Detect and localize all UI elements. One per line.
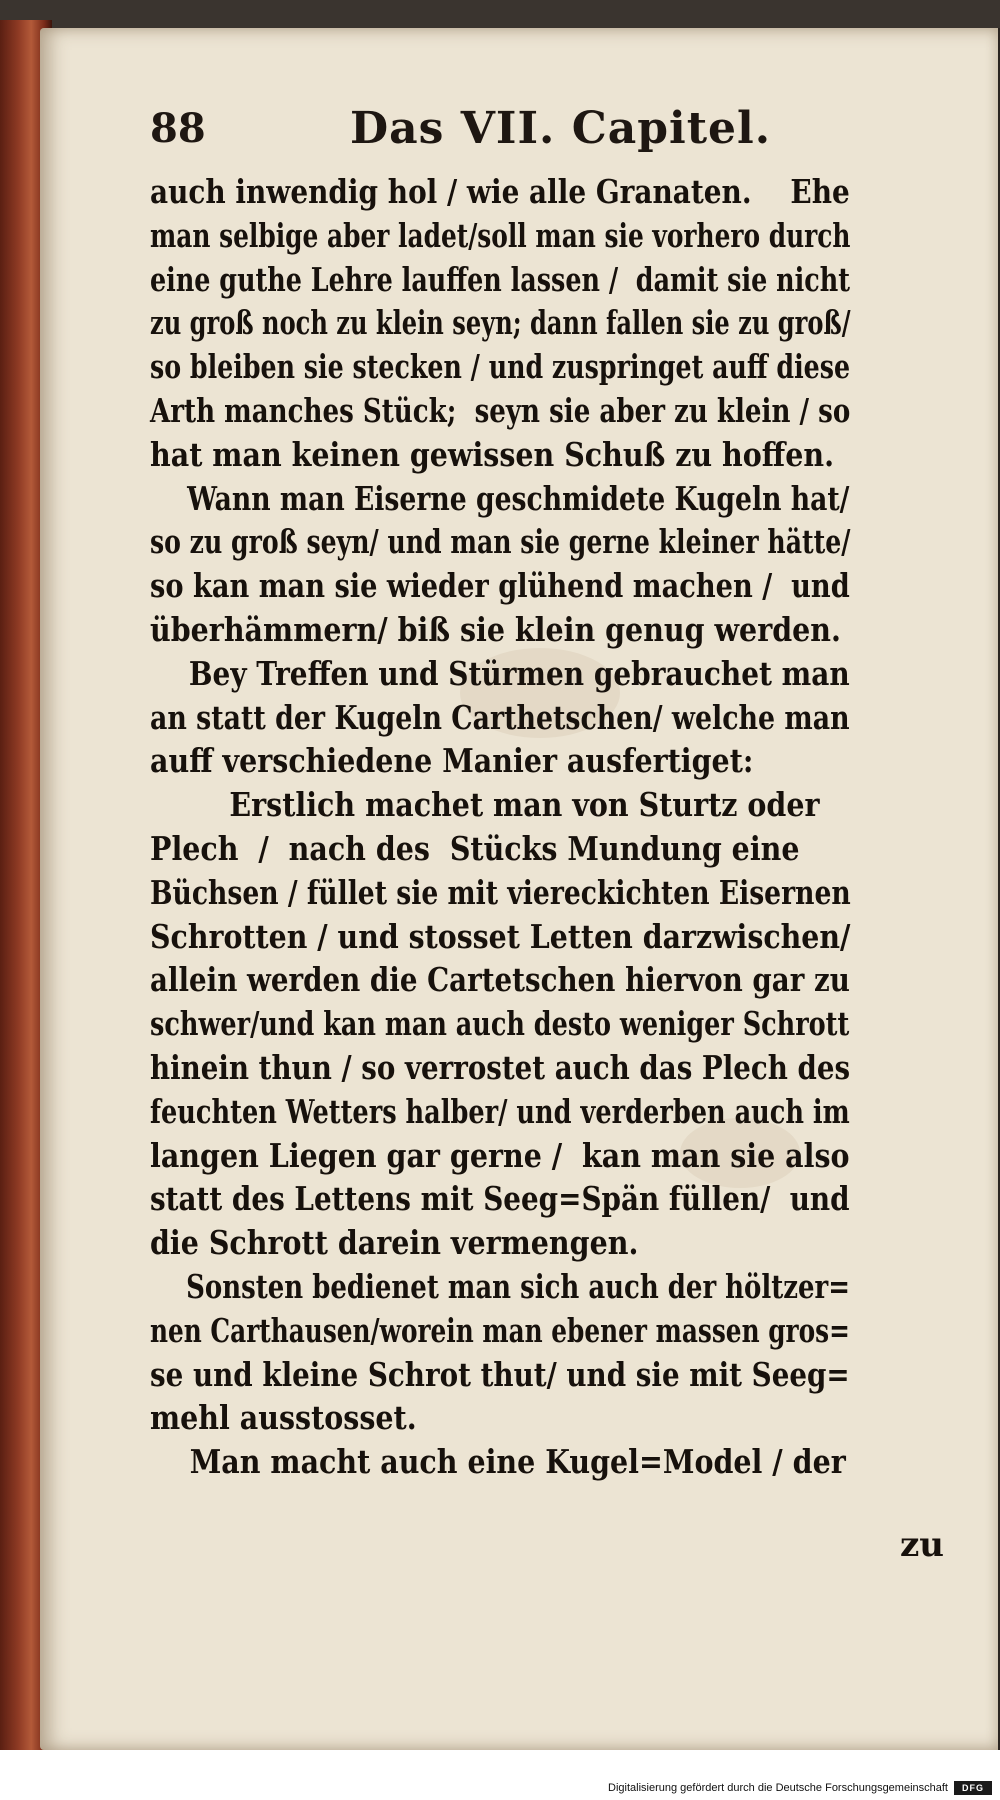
chapter-title: Das VII. Capitel. [350, 103, 772, 154]
text-line: mehl ausstosset. [150, 1398, 417, 1438]
text-line: schwer/und kan man auch desto weniger Schrott [150, 1004, 850, 1044]
text-line: nen Carthausen/worein man ebener massen gros= [150, 1310, 850, 1350]
text-line: Man macht auch eine Kugel=Model / der [150, 1442, 846, 1482]
dfg-logo: DFG [954, 1781, 992, 1795]
text-line: auff verschiedene Manier ausfertiget: [150, 741, 754, 781]
text-line: so kan man sie wieder glühend machen / und [150, 566, 850, 606]
body-text [150, 170, 960, 1484]
text-line: Wann man Eiserne geschmidete Kugeln hat/ [150, 478, 850, 518]
text-line: Erstlich machet man von Sturtz oder [150, 785, 820, 825]
text-line: Sonsten bedienet man sich auch der höltzer= [150, 1266, 850, 1306]
text-line: feuchten Wetters halber/ und verderben auch im [150, 1091, 850, 1131]
text-line: so zu groß seyn/ und man sie gerne kleiner hätte/ [150, 522, 851, 562]
running-header [150, 95, 850, 165]
text-line: hinein thun / so verrostet auch das Plech des [150, 1047, 851, 1087]
text-line: auch inwendig hol / wie alle Granaten. Ehe [150, 172, 850, 211]
scan-top-border [0, 0, 1000, 28]
text-line: langen Liegen gar gerne / kan man sie also [150, 1135, 850, 1175]
text-line: se und kleine Schrot thut/ und sie mit Seeg= [150, 1354, 850, 1394]
text-line: allein werden die Cartetschen hiervon gar zu [150, 960, 850, 1000]
text-line: Arth manches Stück; seyn sie aber zu klein / so [150, 390, 851, 430]
text-line: eine guthe Lehre lauffen lassen / damit sie nicht [150, 259, 850, 299]
text-line: hat man keinen gewissen Schuß zu hoffen. [150, 434, 835, 474]
catchword: zu [900, 1525, 945, 1565]
text-line: man selbige aber ladet/soll man sie vorhero durch [150, 215, 851, 255]
text-line: Schrotten / und stosset Letten darzwischen/ [150, 916, 851, 956]
page-number: 88 [150, 105, 206, 152]
text-line: die Schrott darein vermengen. [150, 1223, 639, 1263]
text-line: überhämmern/ biß sie klein genug werden. [150, 609, 841, 649]
text-line: so bleiben sie stecken / und zuspringet auff diese [150, 347, 851, 387]
text-line: an statt der Kugeln Carthetschen/ welche man [150, 697, 850, 737]
text-line: Plech / nach des Stücks Mundung eine [150, 828, 800, 868]
text-line: zu groß noch zu klein seyn; dann fallen sie zu groß/ [150, 303, 851, 343]
text-line: Bey Treffen und Stürmen gebrauchet man [150, 653, 850, 693]
digitization-credit: Digitalisierung gefördert durch die Deutsche Forschungsgemeinschaft [608, 1782, 948, 1794]
text-line: statt des Lettens mit Seeg=Spän füllen/ und [150, 1179, 850, 1219]
text-line: Büchsen / füllet sie mit viereckichten Eisernen [150, 872, 851, 912]
